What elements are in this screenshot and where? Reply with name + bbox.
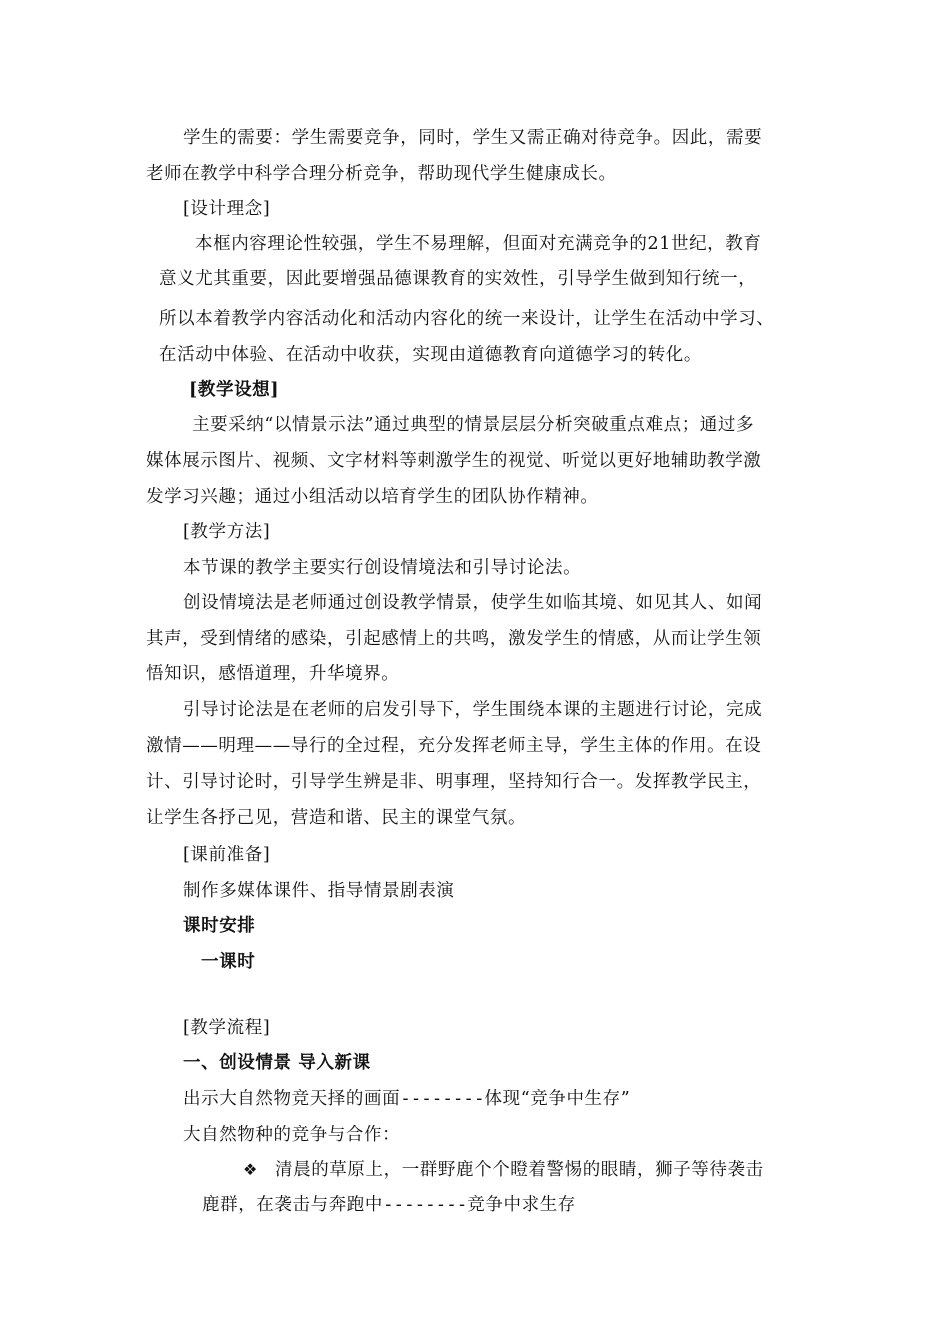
paragraph-line: 在活动中体验、在活动中收获，实现由道德教育向道德学习的转化。 (159, 345, 702, 365)
paragraph-line: 学生的需要：学生需要竞争，同时，学生又需正确对待竞争。因此，需要 (183, 128, 763, 148)
list-item-line (202, 1193, 576, 1217)
paragraph-line: 媒体展示图片、视频、文字材料等刺激学生的视觉、听觉以更好地辅助教学激 (146, 451, 762, 471)
line-text: 鹿群，在袭击与奔跑中 (202, 1195, 383, 1215)
section-heading-idea: [教学设想] (189, 380, 280, 400)
paragraph-line: 发学习兴趣；通过小组活动以培育学生的团队协作精神。 (146, 487, 599, 507)
paragraph-line: 意义尤其重要，因此要增强品德课教育的实效性，引导学生做到知行统一， (159, 269, 757, 289)
list-item-line: 清晨的草原上，一群野鹿个个瞪着警惕的眼睛，狮子等待袭击 (275, 1160, 764, 1180)
paragraph-line (183, 1087, 630, 1111)
diamond-bullet-icon: ❖ (243, 1160, 258, 1179)
paragraph-line: 本节课的教学主要实行创设情境法和引导讨论法。 (183, 558, 582, 578)
paragraph-line: 激情——明理——导行的全过程，充分发挥老师主导，学生主体的作用。在设 (146, 736, 762, 756)
paragraph-line: 计、引导讨论时，引导学生辨是非、明事理，坚持知行合一。发挥教学民主， (146, 772, 762, 792)
step-heading: 一、创设情景 导入新课 (183, 1053, 371, 1073)
section-heading-design: [设计理念] (183, 199, 271, 219)
line-text: 体现“竞争中生存” (484, 1089, 631, 1109)
line-text: 出示大自然物竞天择的画面 (183, 1089, 401, 1109)
dash-separator: -------- (400, 1089, 485, 1109)
section-heading-schedule: 课时安排 (183, 916, 256, 936)
line-text: 竞争中求生存 (467, 1195, 576, 1215)
paragraph-line: 所以本着教学内容活动化和活动内容化的统一来设计，让学生在活动中学习、 (159, 309, 775, 329)
schedule-value: 一课时 (201, 952, 256, 972)
paragraph-line: 引导讨论法是在老师的启发引导下，学生围绕本课的主题进行讨论，完成 (183, 700, 763, 720)
section-heading-method: [教学方法] (183, 522, 271, 542)
paragraph-line: 主要采纳“以情景示法”通过典型的情景层层分析突破重点难点；通过多 (192, 415, 755, 435)
paragraph-line: 让学生各抒己见，营造和谐、民主的课堂气氛。 (146, 808, 527, 828)
paragraph-line: 大自然物种的竞争与合作： (183, 1125, 401, 1145)
section-heading-flow: [教学流程] (183, 1018, 271, 1038)
paragraph-line: 其声，受到情绪的感染，引起感情上的共鸣，激发学生的情感，从而让学生领 (146, 629, 762, 649)
paragraph-line: 制作多媒体课件、指导情景剧表演 (183, 881, 455, 901)
paragraph-line: 创设情境法是老师通过创设教学情景，使学生如临其境、如见其人、如闻 (183, 593, 763, 613)
section-heading-prep: [课前准备] (183, 845, 271, 865)
paragraph-line: 本框内容理论性较强，学生不易理解，但面对充满竞争的21世纪，教育 (195, 234, 762, 254)
paragraph-line: 悟知识，感悟道理，升华境界。 (146, 664, 400, 684)
dash-separator: -------- (383, 1195, 468, 1215)
paragraph-line: 老师在教学中科学合理分析竞争，帮助现代学生健康成长。 (146, 164, 617, 184)
